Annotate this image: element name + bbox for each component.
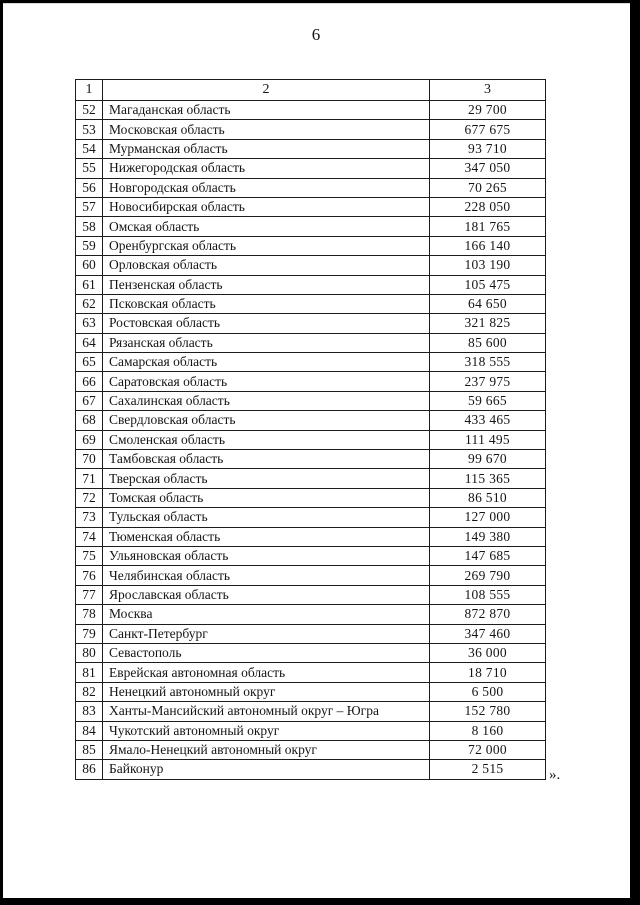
table-row [76,391,546,410]
region-value-cell: 115 365 [430,469,546,488]
table-row [76,702,546,721]
region-value-cell: 6 500 [430,682,546,701]
row-number-cell: 83 [76,702,103,721]
row-number-cell: 57 [76,197,103,216]
region-name-cell: Ненецкий автономный округ [103,682,430,701]
table-row [76,294,546,313]
region-name-cell: Свердловская область [103,411,430,430]
region-name-cell: Ханты-Мансийский автономный округ – Югра [103,702,430,721]
row-number-cell: 71 [76,469,103,488]
row-number-cell: 54 [76,139,103,158]
region-value-cell: 70 265 [430,178,546,197]
document-sheet [3,3,630,898]
region-name-cell: Байконур [103,760,430,779]
region-name-cell: Рязанская область [103,333,430,352]
table-row [76,527,546,546]
region-value-cell: 85 600 [430,333,546,352]
region-value-cell: 181 765 [430,217,546,236]
region-name-cell: Ямало-Ненецкий автономный округ [103,740,430,759]
region-name-cell: Мурманская область [103,139,430,158]
column-header-value: 3 [430,80,546,101]
region-value-cell: 18 710 [430,663,546,682]
region-name-cell: Еврейская автономная область [103,663,430,682]
row-number-cell: 82 [76,682,103,701]
region-name-cell: Нижегородская область [103,159,430,178]
row-number-cell: 79 [76,624,103,643]
table-row [76,546,546,565]
region-value-cell: 127 000 [430,508,546,527]
row-number-cell: 52 [76,101,103,120]
region-value-cell: 269 790 [430,566,546,585]
region-value-cell: 29 700 [430,101,546,120]
region-value-cell: 149 380 [430,527,546,546]
table-row [76,430,546,449]
row-number-cell: 61 [76,275,103,294]
region-name-cell: Санкт-Петербург [103,624,430,643]
table-row [76,721,546,740]
table-row [76,353,546,372]
region-value-cell: 93 710 [430,139,546,158]
table-row [76,663,546,682]
scan-artifact-line [3,3,630,4]
row-number-cell: 66 [76,372,103,391]
table-row [76,101,546,120]
region-name-cell: Смоленская область [103,430,430,449]
table-row [76,585,546,604]
row-number-cell: 55 [76,159,103,178]
region-value-cell: 59 665 [430,391,546,410]
table-row [76,411,546,430]
region-name-cell: Новгородская область [103,178,430,197]
table-row [76,488,546,507]
region-value-cell: 36 000 [430,643,546,662]
table-row [76,450,546,469]
region-value-cell: 433 465 [430,411,546,430]
row-number-cell: 58 [76,217,103,236]
table-body [76,101,546,780]
table-row [76,217,546,236]
region-value-cell: 872 870 [430,605,546,624]
table-row [76,508,546,527]
table-header [76,80,546,101]
region-name-cell: Тюменская область [103,527,430,546]
row-number-cell: 69 [76,430,103,449]
table-row [76,256,546,275]
row-number-cell: 53 [76,120,103,139]
region-name-cell: Омская область [103,217,430,236]
region-value-cell: 147 685 [430,546,546,565]
region-value-cell: 152 780 [430,702,546,721]
row-number-cell: 59 [76,236,103,255]
region-value-cell: 72 000 [430,740,546,759]
table-row [76,197,546,216]
row-number-cell: 67 [76,391,103,410]
region-name-cell: Новосибирская область [103,197,430,216]
region-value-cell: 166 140 [430,236,546,255]
column-header-region: 2 [103,80,430,101]
row-number-cell: 77 [76,585,103,604]
region-value-cell: 228 050 [430,197,546,216]
row-number-cell: 72 [76,488,103,507]
region-value-cell: 347 460 [430,624,546,643]
row-number-cell: 73 [76,508,103,527]
row-number-cell: 75 [76,546,103,565]
row-number-cell: 86 [76,760,103,779]
region-value-cell: 103 190 [430,256,546,275]
row-number-cell: 84 [76,721,103,740]
table-row [76,178,546,197]
region-name-cell: Ульяновская область [103,546,430,565]
region-name-cell: Псковская область [103,294,430,313]
region-name-cell: Ростовская область [103,314,430,333]
region-name-cell: Ярославская область [103,585,430,604]
row-number-cell: 70 [76,450,103,469]
region-value-cell: 347 050 [430,159,546,178]
row-number-cell: 85 [76,740,103,759]
region-name-cell: Тульская область [103,508,430,527]
row-number-cell: 80 [76,643,103,662]
region-value-cell: 99 670 [430,450,546,469]
table-row [76,372,546,391]
table-header-row [76,80,546,101]
page-number: 6 [311,25,322,44]
region-name-cell: Оренбургская область [103,236,430,255]
region-value-cell: 8 160 [430,721,546,740]
row-number-cell: 81 [76,663,103,682]
region-name-cell: Саратовская область [103,372,430,391]
closing-quote-mark: ». [549,767,561,783]
region-value-cell: 2 515 [430,760,546,779]
region-name-cell: Севастополь [103,643,430,662]
row-number-cell: 62 [76,294,103,313]
column-header-index: 1 [76,80,103,101]
table-row [76,469,546,488]
row-number-cell: 68 [76,411,103,430]
row-number-cell: 74 [76,527,103,546]
table-row [76,139,546,158]
region-value-cell: 677 675 [430,120,546,139]
table-row [76,314,546,333]
region-name-cell: Орловская область [103,256,430,275]
table-row [76,682,546,701]
region-value-cell: 64 650 [430,294,546,313]
region-value-cell: 108 555 [430,585,546,604]
table-row [76,643,546,662]
table-row [76,760,546,779]
region-value-cell: 105 475 [430,275,546,294]
region-allocation-table [75,79,546,780]
region-value-cell: 237 975 [430,372,546,391]
table-row [76,159,546,178]
row-number-cell: 63 [76,314,103,333]
region-name-cell: Челябинская область [103,566,430,585]
row-number-cell: 56 [76,178,103,197]
region-name-cell: Самарская область [103,353,430,372]
row-number-cell: 64 [76,333,103,352]
table-row [76,236,546,255]
region-name-cell: Тамбовская область [103,450,430,469]
region-name-cell: Чукотский автономный округ [103,721,430,740]
table-row [76,275,546,294]
region-value-cell: 321 825 [430,314,546,333]
row-number-cell: 65 [76,353,103,372]
row-number-cell: 78 [76,605,103,624]
table-row [76,333,546,352]
region-name-cell: Магаданская область [103,101,430,120]
table-row [76,624,546,643]
table-row [76,566,546,585]
region-name-cell: Московская область [103,120,430,139]
table-row [76,120,546,139]
row-number-cell: 60 [76,256,103,275]
table-row [76,740,546,759]
region-name-cell: Сахалинская область [103,391,430,410]
region-value-cell: 111 495 [430,430,546,449]
region-name-cell: Тверская область [103,469,430,488]
region-value-cell: 318 555 [430,353,546,372]
row-number-cell: 76 [76,566,103,585]
table-row [76,605,546,624]
region-name-cell: Томская область [103,488,430,507]
region-name-cell: Пензенская область [103,275,430,294]
region-name-cell: Москва [103,605,430,624]
region-value-cell: 86 510 [430,488,546,507]
